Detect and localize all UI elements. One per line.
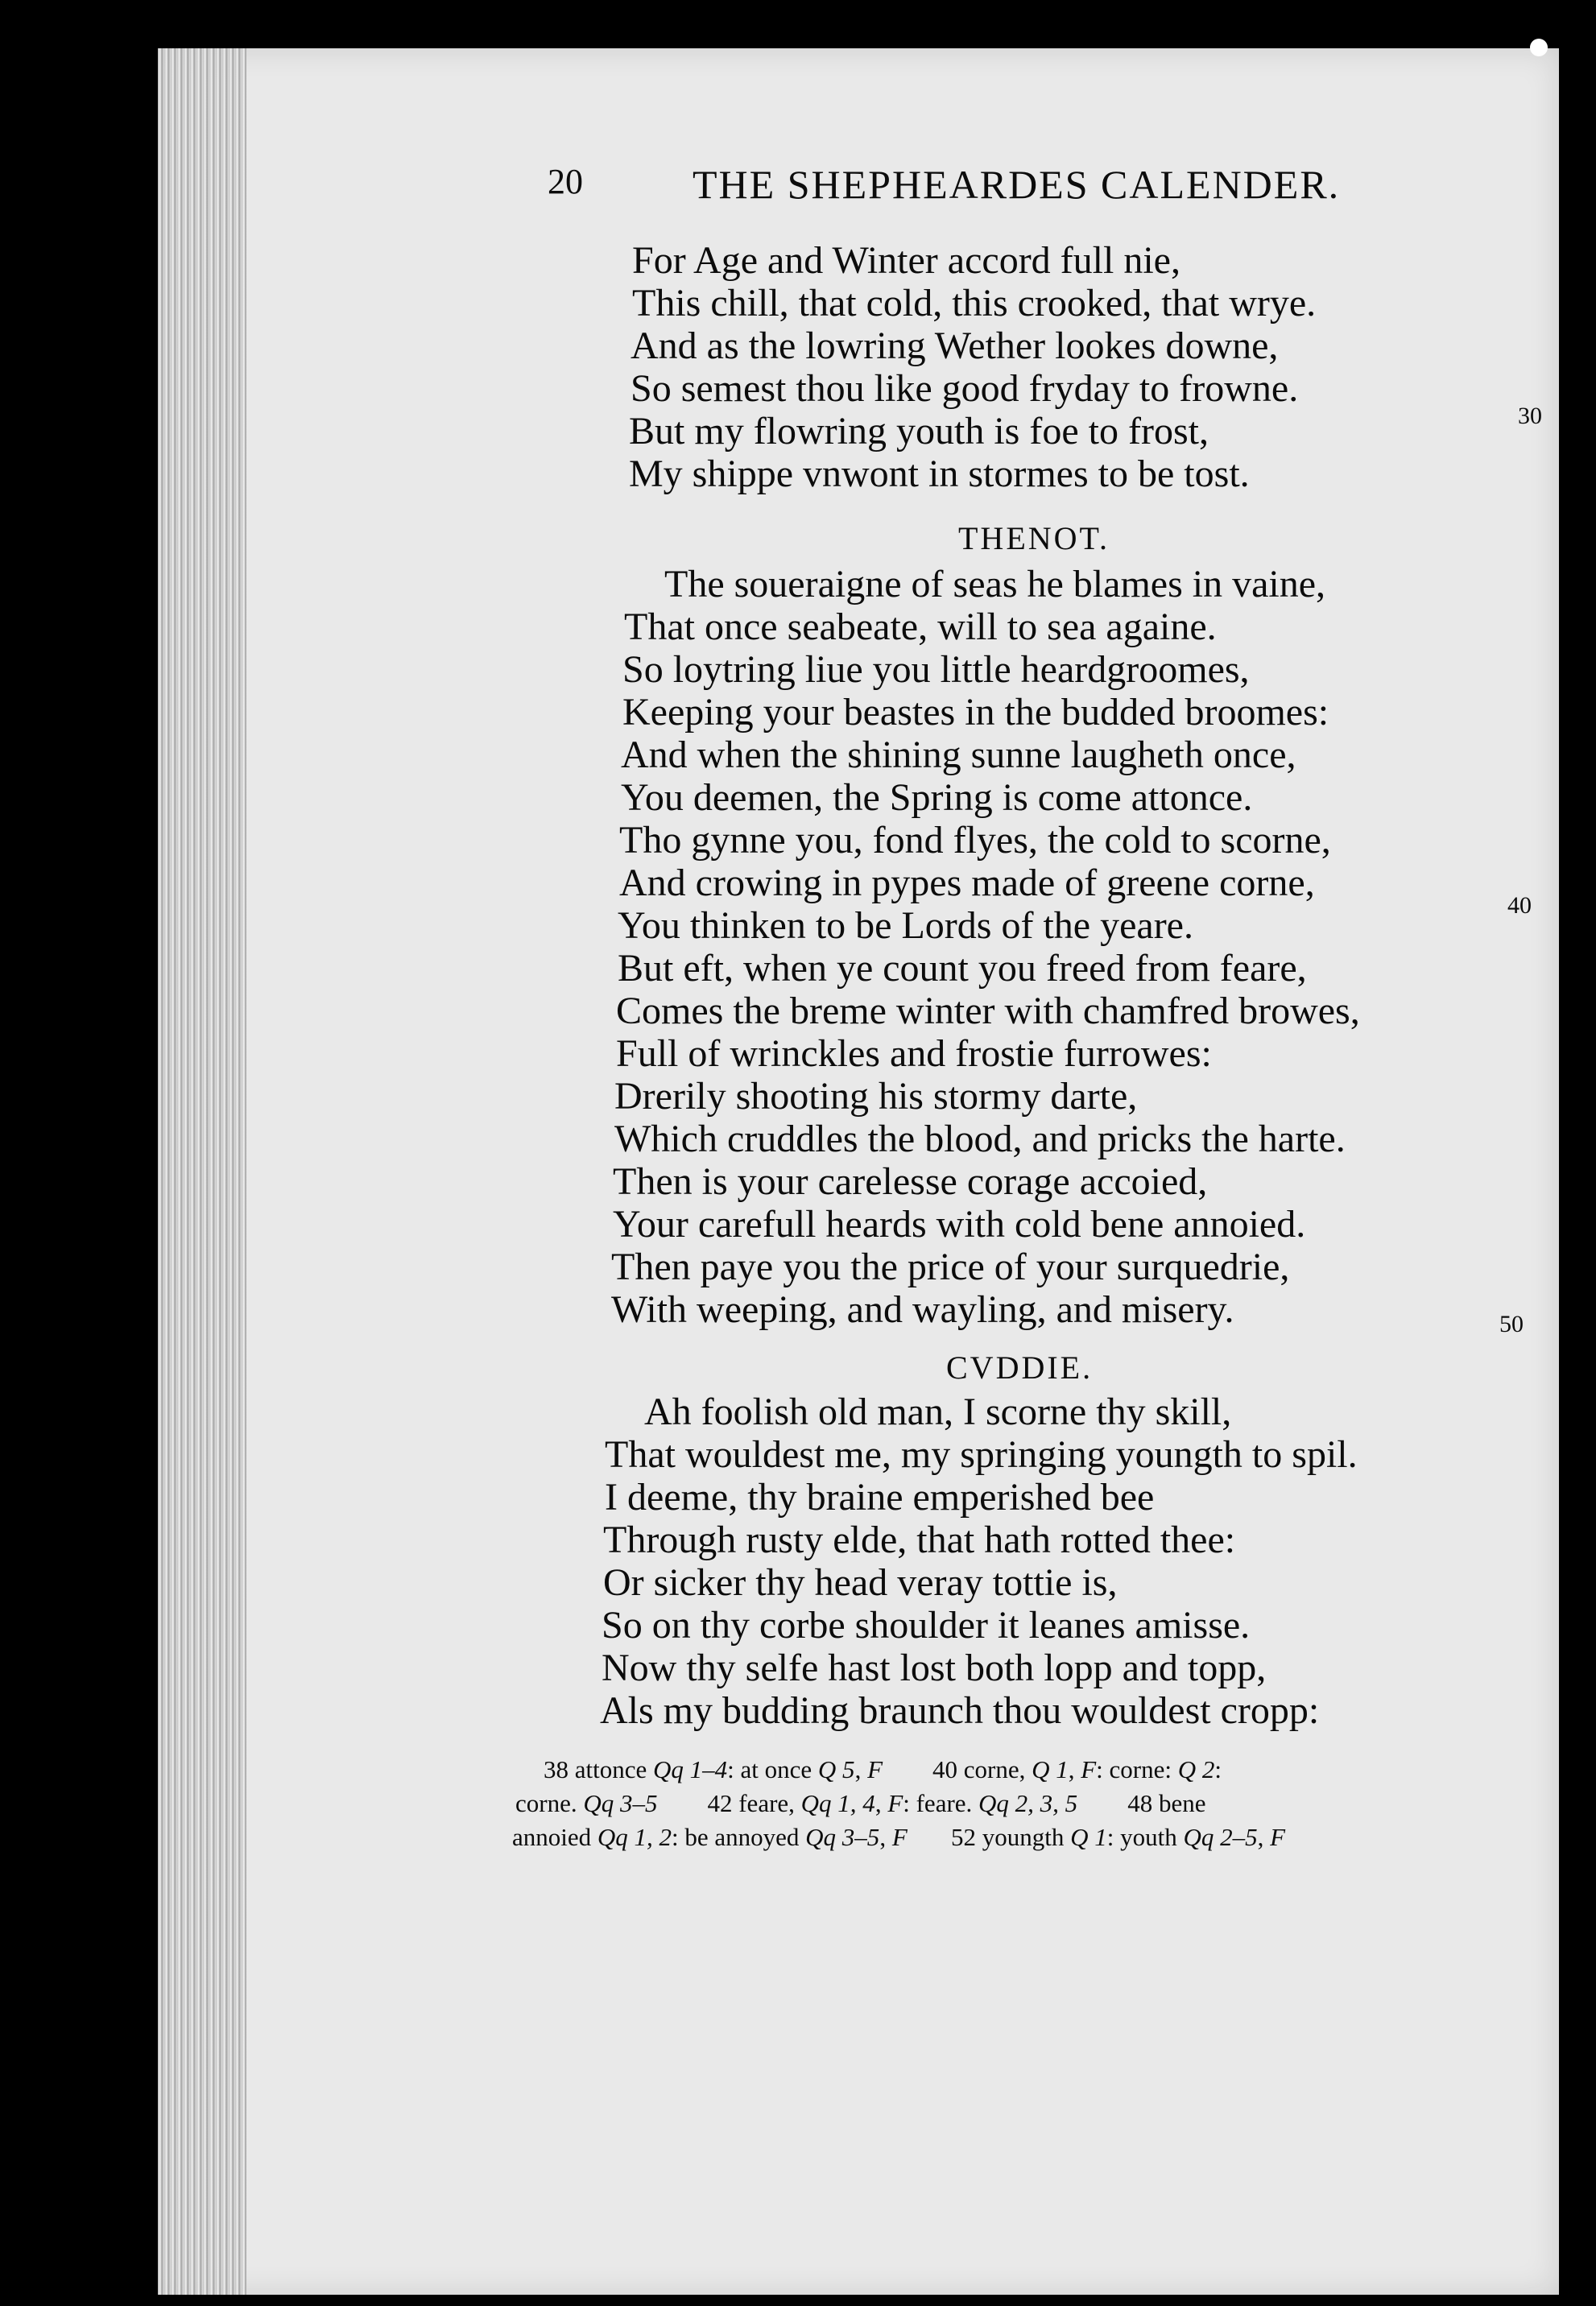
- footnote-source-siglum: Qq 2–5: [1183, 1823, 1258, 1851]
- footnote-text: 40 corne,: [883, 1755, 1032, 1783]
- running-title: THE SHEPHEARDES CALENDER.: [693, 162, 1341, 207]
- verse-line: So semest thou like good fryday to frowne.: [631, 367, 1299, 410]
- footnote-text: : youth: [1106, 1823, 1184, 1851]
- speaker-heading-thenot: THENOT.: [958, 520, 1110, 556]
- page-edges: [158, 48, 246, 2295]
- footnote-source-siglum: Qq 1, 2: [597, 1823, 672, 1851]
- footnote-source-siglum: Qq 3–5: [805, 1823, 880, 1851]
- footnote-source-siglum: Q 2: [1177, 1755, 1215, 1783]
- footnote-text: ,: [874, 1789, 888, 1817]
- footnote-line: [515, 1789, 1205, 1818]
- verse-line: So loytring liue you little heardgroomes,: [622, 648, 1250, 691]
- verse-line: But eft, when ye count you freed from feare,: [618, 947, 1307, 990]
- verse-line: I deeme, thy braine emperished bee: [605, 1476, 1155, 1519]
- verse-line: Keeping your beastes in the budded broomes:: [622, 691, 1329, 734]
- footnote-source-siglum: Qq 2, 3, 5: [978, 1789, 1078, 1817]
- footnote-source-siglum: Q 5: [817, 1755, 855, 1783]
- verse-line: You thinken to be Lords of the yeare.: [618, 904, 1193, 947]
- footnote-text: 52 youngth: [907, 1823, 1071, 1851]
- line-number: 50: [1499, 1311, 1524, 1337]
- verse-line: With weeping, and wayling, and misery.: [611, 1288, 1234, 1331]
- footnote-source-siglum: F: [891, 1823, 908, 1851]
- verse-line: Which cruddles the blood, and pricks the harte.: [614, 1118, 1346, 1160]
- footnote-text: 48 bene: [1077, 1789, 1206, 1817]
- speaker-heading-cuddie: CVDDIE.: [946, 1349, 1094, 1386]
- footnote-text: : at once: [727, 1755, 818, 1783]
- footnote-text: ,: [1068, 1755, 1081, 1783]
- footnote-text: :: [1214, 1755, 1222, 1783]
- line-number: 30: [1518, 403, 1542, 429]
- page-header: [548, 161, 1417, 217]
- scan-mark: [1530, 39, 1548, 56]
- footnote-text: ,: [879, 1823, 892, 1851]
- footnote-text: : feare.: [903, 1789, 979, 1817]
- verse-line: Als my budding braunch thou wouldest cropp:: [600, 1689, 1320, 1732]
- verse-line: The soueraigne of seas he blames in vaine,: [664, 563, 1326, 605]
- footnote-text: 38 attonce: [544, 1755, 654, 1783]
- footnote-source-siglum: Qq 1–4: [653, 1755, 728, 1783]
- verse-line: Your carefull heards with cold bene annoied.: [613, 1203, 1306, 1246]
- verse-line: Comes the breme winter with chamfred browes,: [616, 990, 1360, 1032]
- footnote-source-siglum: Qq 3–5: [583, 1789, 658, 1817]
- footnote-source-siglum: F: [887, 1789, 903, 1817]
- verse-line: Through rusty elde, that hath rotted thee:: [603, 1519, 1236, 1561]
- verse-line: So on thy corbe shoulder it leanes amisse.: [602, 1604, 1251, 1647]
- footnote-text: 42 feare,: [657, 1789, 801, 1817]
- verse-line: And when the shining sunne laugheth once,: [621, 734, 1296, 776]
- verse-line: For Age and Winter accord full nie,: [632, 239, 1180, 282]
- verse-line: And as the lowring Wether lookes downe,: [631, 324, 1279, 367]
- footnote-text: annoied: [512, 1823, 597, 1851]
- verse-line: My shippe vnwont in stormes to be tost.: [629, 453, 1250, 495]
- footnote-line: [512, 1823, 1285, 1852]
- footnote-source-siglum: Q 1: [1032, 1755, 1069, 1783]
- verse-line: But my flowring youth is foe to frost,: [629, 410, 1209, 453]
- verse-line: Ah foolish old man, I scorne thy skill,: [644, 1391, 1232, 1433]
- footnote-text: ,: [1257, 1823, 1271, 1851]
- verse-line: And crowing in pypes made of greene corne,: [619, 862, 1315, 904]
- page-number: 20: [548, 162, 583, 201]
- verse-line: You deemen, the Spring is come attonce.: [621, 776, 1253, 819]
- footnote-source-siglum: F: [1270, 1823, 1286, 1851]
- verse-line: That wouldest me, my springing youngth to spil.: [605, 1433, 1358, 1476]
- footnote-text: : corne:: [1096, 1755, 1178, 1783]
- footnote-line: [544, 1755, 1222, 1784]
- verse-line: Or sicker thy head veray tottie is,: [603, 1561, 1118, 1604]
- footnote-source-siglum: F: [1081, 1755, 1097, 1783]
- verse-line: Drerily shooting his stormy darte,: [614, 1075, 1138, 1118]
- verse-line: Then is your carelesse corage accoied,: [613, 1160, 1208, 1203]
- verse-line: Now thy selfe hast lost both lopp and topp,: [602, 1647, 1267, 1689]
- footnote-text: : be annoyed: [672, 1823, 806, 1851]
- verse-line: Tho gynne you, fond flyes, the cold to scorne,: [619, 819, 1331, 862]
- footnote-source-siglum: Q 1: [1070, 1823, 1107, 1851]
- verse-line: Full of wrinckles and frostie furrowes:: [616, 1032, 1212, 1075]
- footnote-source-siglum: F: [867, 1755, 883, 1783]
- footnote-source-siglum: Qq 1, 4: [800, 1789, 875, 1817]
- verse-line: Then paye you the price of your surquedrie,: [611, 1246, 1290, 1288]
- line-number: 40: [1507, 892, 1532, 919]
- verse-line: That once seabeate, will to sea againe.: [624, 605, 1217, 648]
- footnote-text: corne.: [515, 1789, 584, 1817]
- footnote-text: ,: [854, 1755, 868, 1783]
- verse-line: This chill, that cold, this crooked, that wrye.: [632, 282, 1317, 324]
